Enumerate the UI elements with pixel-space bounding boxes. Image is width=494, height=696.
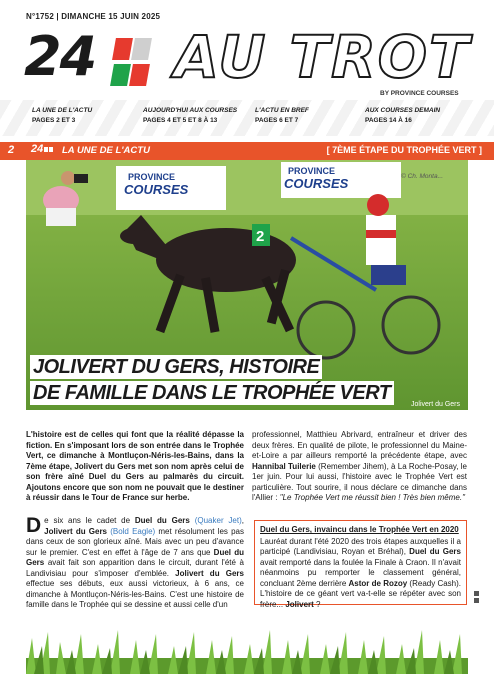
flag-logo-icon bbox=[112, 38, 152, 88]
horse-name: Duel du Gers bbox=[409, 547, 461, 557]
nav-item-demain[interactable] bbox=[365, 106, 440, 126]
section-tag: [ 7ÈME ÉTAPE DU TROPHÉE VERT ] bbox=[326, 145, 482, 155]
nav-item-bref[interactable] bbox=[255, 106, 309, 126]
horse-name: Hannibal Tuilerie bbox=[252, 461, 316, 471]
nav-item-pages: PAGES 2 ET 3 bbox=[32, 117, 76, 125]
issue-line: N°1752 | DIMANCHE 15 JUIN 2025 bbox=[26, 12, 161, 21]
banner-text-2: COURSES bbox=[124, 182, 189, 197]
banner-text-3: PROVINCE bbox=[288, 166, 336, 176]
end-mark-icon bbox=[474, 591, 480, 605]
banner-text-1: PROVINCE bbox=[128, 172, 176, 182]
horse-name: Jolivert bbox=[285, 599, 314, 609]
page-number: 2 bbox=[8, 144, 15, 156]
nav-item-title: AUJOURD'HUI AUX COURSES bbox=[143, 107, 238, 114]
band-logo: 24 bbox=[31, 143, 53, 155]
section-band bbox=[0, 142, 494, 160]
horse-name: Astor de Rozoy bbox=[348, 578, 408, 588]
headline-line-1: JOLIVERT DU GERS, HISTOIRE bbox=[30, 355, 322, 379]
masthead-title: AU TROT bbox=[174, 23, 471, 91]
horse-name: Duel du Gers bbox=[26, 547, 244, 568]
nav-item-title: L'ACTU EN BREF bbox=[255, 107, 309, 114]
sire-link[interactable]: (Bold Eagle) bbox=[110, 526, 156, 536]
grass-decoration bbox=[26, 628, 468, 674]
nav-item-pages: PAGES 4 ET 5 ET 8 À 13 bbox=[143, 117, 218, 125]
nav-item-aujourdhui[interactable] bbox=[143, 106, 237, 126]
lede-paragraph: L'histoire est de celles qui font que la réalité dépasse la fiction. En s'imposant lors de son entrée dans le Trophée Vert, ce dimanche à Montluçon-Néris-les-Bains, dans la 7ème étape, Jolivert du Gers met son nom après celui de son frère aîné Duel du Gers au palmarès du circuit. Ajoutons encore que son nom ne pouvait que le destiner à réussir dans le Tour de France sur herbe. bbox=[26, 430, 244, 503]
sire-link[interactable]: (Quaker Jet) bbox=[194, 516, 242, 525]
box-title: Duel du Gers, invaincu dans le Trophée Vert en 2020 bbox=[260, 525, 459, 534]
headline-line-2: DE FAMILLE DANS LE TROPHÉE VERT bbox=[30, 381, 394, 405]
horse-name: Duel du Gers bbox=[134, 516, 190, 525]
nav-item-title: LA UNE DE L'ACTU bbox=[32, 107, 93, 114]
masthead-subtitle: BY PROVINCE COURSES bbox=[380, 90, 459, 97]
nav-item-pages: PAGES 6 ET 7 bbox=[255, 117, 299, 125]
section-title: LA UNE DE L'ACTU bbox=[62, 145, 150, 156]
body-column-left: De six ans le cadet de Duel du Gers (Quaker Jet), Jolivert du Gers (Bold Eagle) met résolument les pas dans ceux de son glorieux aîné. Mais avec un peu d'avance sur le premier. C'est en effet à l'âge de 7 ans que Duel du Gers avait fait son apparition dans le circuit, durant l'été à Landivisiau pour s'imposer d'emblée. Jolivert du Gers effectue ses débuts, eux aussi victorieux, à 6 ans, ce dimanche à Montluçon-Néris-les-Bains. C'est une histoire de famille dans le Trophée qui se dessine et aussi celle d'un bbox=[26, 514, 244, 610]
horse-name: Jolivert du Gers bbox=[175, 568, 244, 578]
saddle-number: 2 bbox=[256, 228, 265, 245]
body-column-right: professionnel, Matthieu Abrivard, entraîneur et driver des deux frères. En qualité de pilote, le professionnel du Maine-et-Loire a par ailleurs remporté la précédente étape, avec Hannibal Tuilerie (Remember Jihem), à La Roche-Posay, le 1er juin. Pour lui aussi, l'histoire avec le Trophée Vert est particulière. Tout sourire, il nous déclare ce dimanche dans l'Allier : "Le Trophée Vert me réussit bien ! Très bien même." bbox=[252, 430, 467, 503]
masthead-number: 24 bbox=[24, 25, 96, 88]
banner-text-4: COURSES bbox=[284, 176, 349, 191]
masthead bbox=[24, 23, 472, 98]
nav-item-pages: PAGES 14 À 16 bbox=[365, 117, 412, 125]
horse-name: Jolivert du Gers bbox=[44, 526, 108, 536]
dropcap: D bbox=[26, 514, 42, 537]
nav-item-une[interactable] bbox=[32, 106, 92, 126]
photo-credit: © Ch. Monta... bbox=[401, 173, 443, 180]
quote: "Le Trophée Vert me réussit bien ! Très bien même." bbox=[279, 493, 465, 503]
nav-item-title: AUX COURSES DEMAIN bbox=[365, 107, 441, 114]
photo-caption: Jolivert du Gers bbox=[411, 401, 461, 408]
sidebar-box: Duel du Gers, invaincu dans le Trophée Vert en 2020 Lauréat durant l'été 2020 des trois étapes auxquelles il a participé (Landivisiau, Royan et Bréhal), Duel du Gers avait remporté dans la foulée la Finale à Craon. Il n'avait néanmoins pu remporter le classement général, concluant 2ème derrière Astor de Rozoy (Ready Cash). L'histoire de ce géant vert va-t-elle se répéter avec son frère... Jolivert ? bbox=[254, 520, 467, 605]
